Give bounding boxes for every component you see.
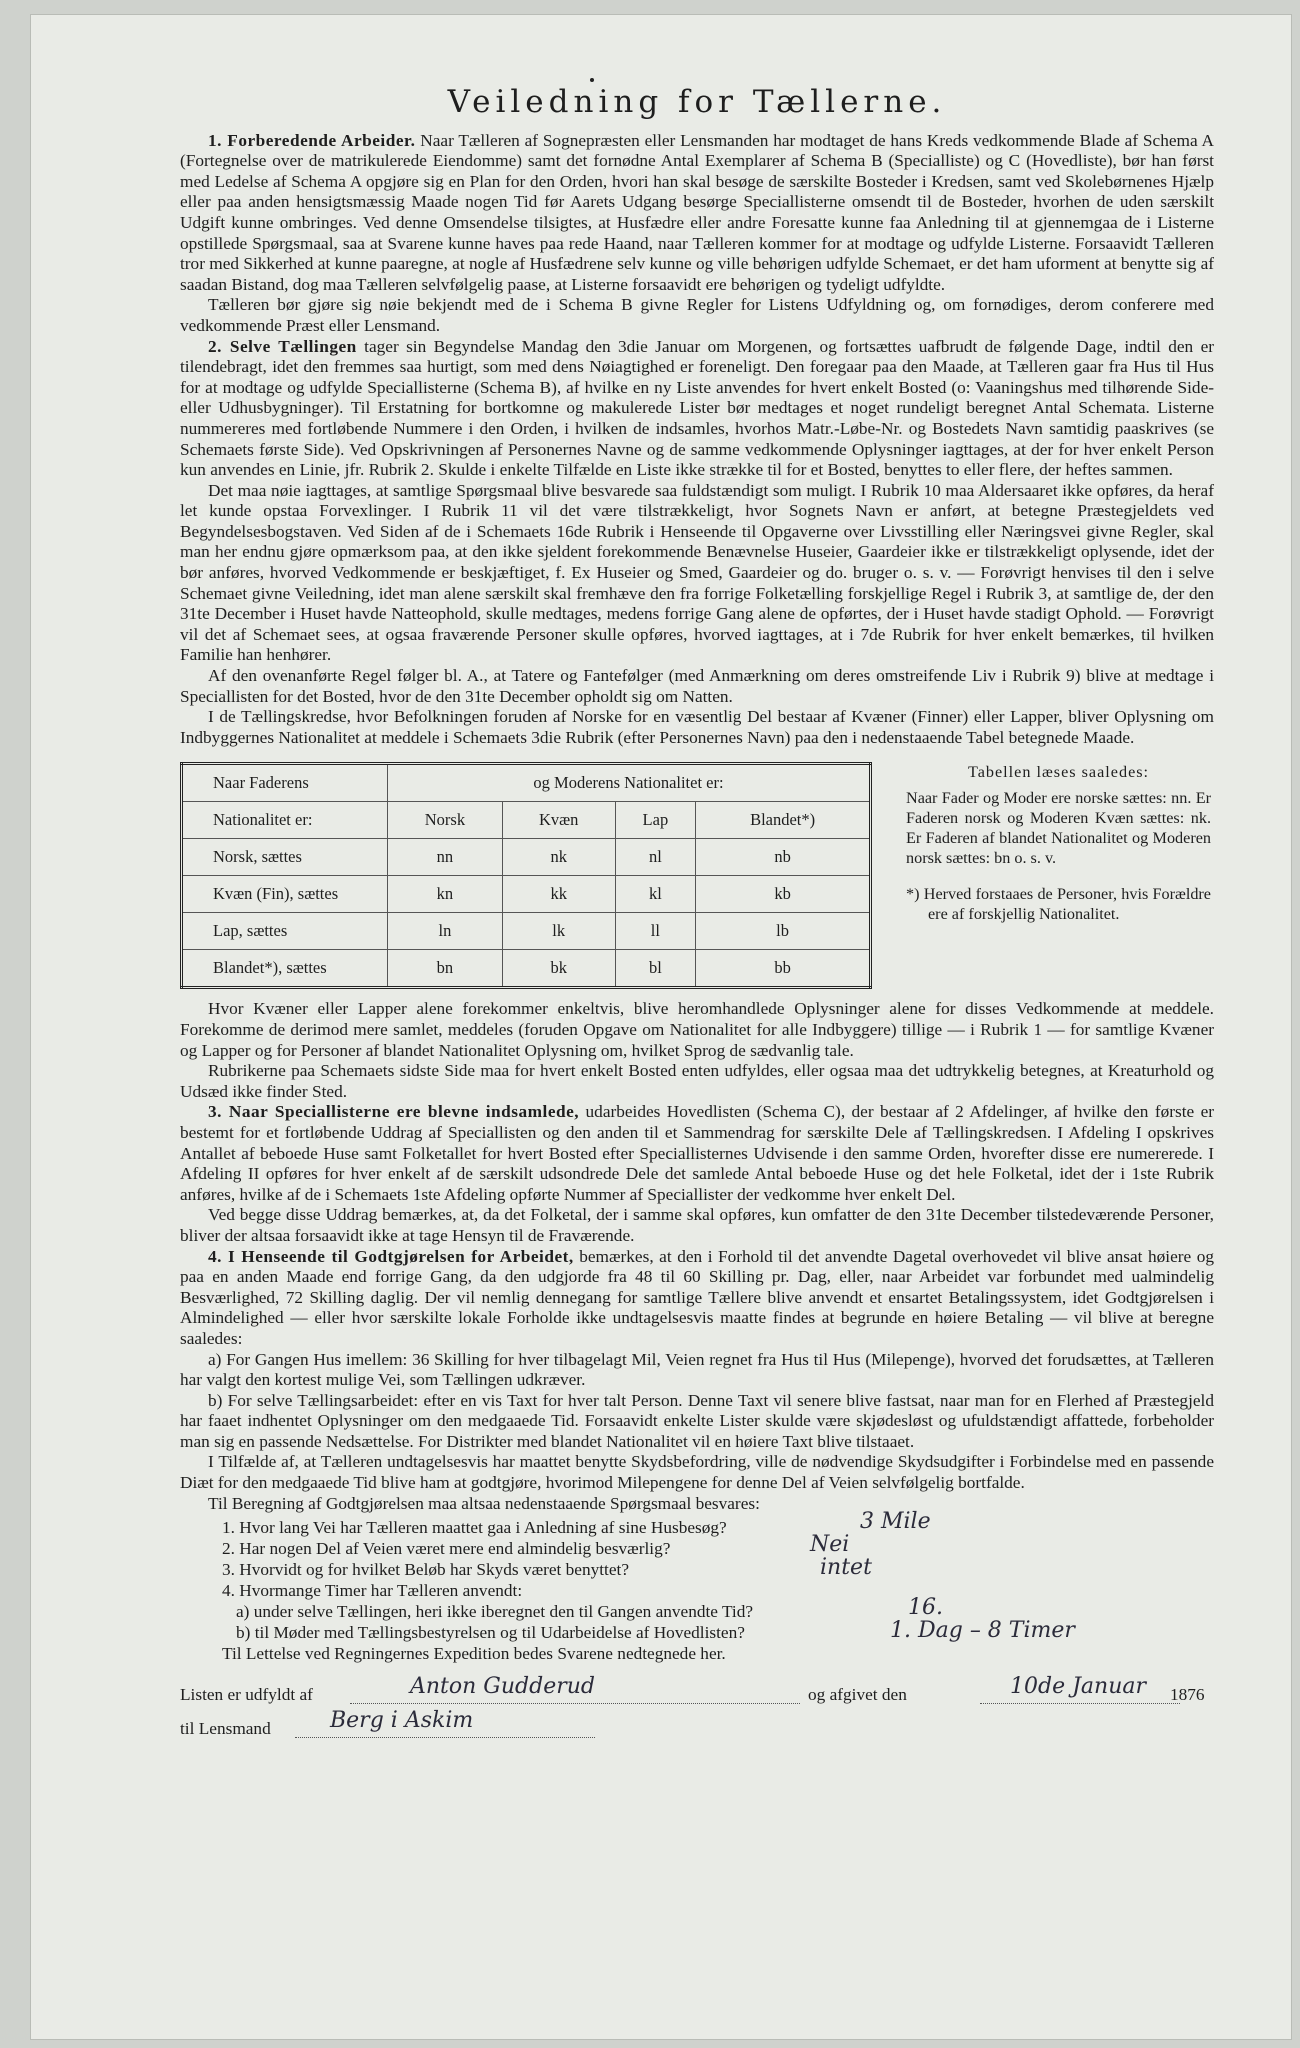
question: a) under selve Tællingen, heri ikke iberegnet den til Gangen anvendte Tid? 16. — [236, 1595, 943, 1622]
section-4 — [180, 1247, 1214, 1350]
table-cell: lb — [696, 913, 871, 950]
section-3 — [180, 1102, 1214, 1205]
column-header: Lap — [615, 802, 696, 839]
paragraph: Til Beregning af Godtgjørelsen maa altsaa nedenstaaende Spørgsmaal besvares: — [208, 1493, 760, 1513]
table-legend — [906, 762, 1211, 924]
handwritten-answer: 3 Mile — [860, 1509, 931, 1535]
section-1-heading: 1. Forberedende Arbeider. — [208, 130, 416, 150]
table-cell: nn — [388, 839, 503, 876]
table-row — [182, 950, 871, 988]
handwritten-answer: 16. — [908, 1595, 943, 1621]
dotted-line — [980, 1703, 1180, 1704]
paragraph: Af den ovenanførte Regel følger bl. A., at Tatere og Fantefølger (med Anmærkning om deres omstreifende Liv i Rubrik 9) blive at medtage i Speciallisten for det Bosted, hvor de den 31te December opholdt sig om Natten. — [180, 666, 1214, 706]
signature-line-2 — [180, 1708, 1214, 1747]
signature-label: Listen er udfyldt af — [180, 1685, 313, 1705]
table-cell: kb — [696, 876, 871, 913]
section-2 — [180, 337, 1214, 481]
paragraph: Rubrikerne paa Schemaets sidste Side maa for hvert enkelt Bosted enten udfyldes, eller ogsaa maa det udtrykkelig betegnes, at Kreaturhold og Udsæd ikke finder Sted. — [180, 1061, 1214, 1101]
table-header-mother: og Moderens Nationalitet er: — [388, 764, 871, 802]
ink-dot — [590, 78, 594, 82]
question-list — [180, 1509, 1214, 1665]
section-1-text: Naar Tælleren af Sognepræsten eller Lensmanden har modtaget de hans Kreds vedkommende Blade af Schema A (Fortegnelse over de matrikulerede Eiendomme) samt det fornødne Antal Exemplarer af Schema B (Specialliste) og C (Hovedliste), bør han først med Ledelse af Schema A opgjøre sig en Plan for den Orden, hvori han skal besøge de særskilte Bosteder i Kredsen, samt ved Skolebørnenes Hjælp eller paa anden hensigtsmæssig Maade nogen Tid før Aarets Udgang besørge Speciallisterne omsendt til de Bosteder, hvorhen de uden særskilt Udgift kunne ombringes. Ved denne Omsendelse tilsigtes, at Husfædre eller andre Foresatte kunne faa Anledning til at gjennemgaa de i Listerne opstillede Spørgsmaal, saa at Svarene kunne haves paa rede Haand, naar Tælleren kommer for at modtage og udfylde Listerne. Forsaavidt Tælleren tror med Sikkerhed at kunne paaregne, at nogle af Husfædrene selv kunne og ville behørigen udfylde Schemaet, er det ham uforment at benytte sig af saadan Bistand, dog maa Tælleren selvfølgelig paase, at Listerne forsaavidt ere behørigen og tydeligt udfyldte. — [180, 130, 1214, 294]
row-label: Kvæn (Fin), sættes — [182, 876, 388, 913]
section-3-text: udarbeides Hovedlisten (Schema C), der bestaar af 2 Afdelinger, af hvilke den første er bestemt for et fortløbende Uddrag af Speciallisten og den anden til et Sammendrag for særskilte Dele af Tællingskredsen. I Afdeling I opskrives Antallet af beboede Huse samt Folketallet for hvert Bosted efter Speciallisternes Udvisende i den samme Orden, hvorefter disse ere numererede. I Afdeling II opføres for hver enkelt af de særskilt udsondrede Dele det samlede Antal beboede Huse og det hele Folketal, idet der i 1ste Rubrik anføres, hvilke af de i Schemaets 1ste Afdeling opførte Nummer af Speciallister der vedkomme hver enkelt Del. — [180, 1102, 1214, 1204]
table-cell: nb — [696, 839, 871, 876]
signature-label: til Lensmand — [180, 1719, 271, 1739]
table-cell: bb — [696, 950, 871, 988]
list-item-b: b) For selve Tællingsarbeidet: efter en vis Taxt for hver talt Person. Denne Taxt vil senere blive fastsat, naar man for en Flerhed af Præstegjeld har faaet indhentet Oplysninger om den medgaaede Tid. Forsaavidt enkelte Lister skulde være skjødesløst og ufuldstændigt affattede, forbeholder man sig en passende Nedsættelse. For Distrikter med blandet Nationalitet vil en høiere Taxt blive tilstaaet. — [180, 1390, 1214, 1451]
column-header: Kvæn — [502, 802, 615, 839]
handwritten-answer: 1. Dag – 8 Timer — [890, 1618, 1075, 1644]
year: 1876 — [1170, 1685, 1205, 1705]
paragraph: I Tilfælde af, at Tælleren undtagelsesvis har maattet benytte Skydsbefordring, ville de nødvendige Skydsudgifter i Forbindelse med en passende Diæt for den medgaaede Tid blive ham at godtgjøre, hvorimod Milepengene for denne Del af Veien selvfølgelig bortfalde. — [180, 1452, 1214, 1493]
page-title: Veiledning for Tællerne. — [447, 84, 947, 120]
nationality-section — [180, 762, 1214, 989]
paragraph: Tælleren bør gjøre sig nøie bekjendt med de i Schema B givne Regler for Listens Udfyldning og, om fornødiges, derom conferere med vedkommende Præst eller Lensmand. — [180, 295, 1214, 335]
delivered-date: 10de Januar — [1010, 1674, 1146, 1700]
table-cell: ll — [615, 913, 696, 950]
table-cell: bl — [615, 950, 696, 988]
handwritten-answer: Nei — [810, 1532, 850, 1558]
handwritten-answer: intet — [820, 1555, 872, 1581]
dotted-line — [350, 1703, 800, 1704]
table-cell: bk — [502, 950, 615, 988]
paragraph: Hvor Kvæner eller Lapper alene forekommer enkeltvis, blive heromhandlede Oplysninger alene for disses Vedkommende at meddele. Forekomme de derimod mere samlet, meddeles (foruden Opgave om Nationalitet for alle Indbyggere) tillige — i Rubrik 1 — for samtlige Kvæner og Lapper og for Personer af blandet Nationalitet Oplysning om, hvilket Sprog de sædvanlig tale. — [180, 999, 1214, 1060]
row-label: Lap, sættes — [182, 913, 388, 950]
question: 4. Hvormange Timer har Tælleren anvendt: — [222, 1581, 523, 1601]
column-header: Blandet*) — [696, 802, 871, 839]
question: 1. Hvor lang Vei har Tælleren maattet gaa i Anledning af sine Husbesøg? 3 Mile — [222, 1509, 931, 1538]
legend-text: Naar Fader og Moder ere norske sættes: nn. Er Faderen norsk og Moderen Kvæn sættes: nk. Er Faderen af blandet Nationalitet og Moderen norsk sættes: bn o. s. v. — [906, 789, 1211, 868]
table-row — [182, 839, 871, 876]
filled-by-name: Anton Gudderud — [410, 1674, 596, 1700]
section-2-text: tager sin Begyndelse Mandag den 3die Januar om Morgenen, og fortsættes uafbrudt de følgende Dage, indtil den er tilendebragt, idet den fremmes saa hurtigt, som med dens Nøiagtighed er foreneligt. Den foregaar paa den Maade, at Tælleren gaar fra Hus til Hus for at modtage og udfylde Speciallisterne (Schema B), af hvilke en ny Liste anvendes for hvert enkelt Bosted (o: Vaaningshus med tilhørende Side- eller Udhusbygninger). Til Erstatning for bortkomne og makulerede Lister bør medtages et noget rundeligt beregnet Antal Schemata. Listerne nummereres med fortløbende Nummere i den Orden, i hvilken de indsamles, hvorhos Matr.-Løbe-Nr. og Bostedets Navn samtidig paaskrives (se Schemaets første Side). Ved Opskrivningen af Personernes Navne og de samme vedkommende Oplysninger iagttages, at der for hver enkelt Person kun anvendes en Linie, jfr. Rubrik 2. Skulde i enkelte Tilfælde en Liste ikke strække til for et Bosted, benyttes to eller flere, der heftes sammen. — [180, 336, 1214, 480]
table-row — [182, 913, 871, 950]
paragraph: Ved begge disse Uddrag bemærkes, at, da det Folketal, der i samme skal opføres, kun omfatter de den 31te December tilstedeværende Personer, bliver der altsaa forsaavidt ikke at tage Hensyn til de Fraværende. — [180, 1205, 1214, 1245]
question: Til Lettelse ved Regningernes Expedition bedes Svarene nedtegnede her. — [222, 1644, 726, 1664]
question: 3. Hvorvidt og for hvilket Beløb har Skyds været benyttet? intet — [222, 1555, 872, 1581]
paragraph: Det maa nøie iagttages, at samtlige Spørgsmaal blive besvarede saa fuldstændigt som muligt. I Rubrik 10 maa Aldersaaret ikke opføres, da heraf let kunde opstaa Forvexlinger. I Rubrik 11 vil det være tilstrækkeligt, hvor Sognets Navn er anført, at betegne Præstegjeldets ved Begyndelsesbogstaven. Ved Siden af de i Schemaets 16de Rubrik i Henseende til Opgaverne over Livsstilling eller Næringsvei givne Regler, skal man her endnu gjøre opmærksom paa, at den ikke sjeldent forekommende Benævnelse Huseier, Gaardeier ikke er tilstrækkeligt oplysende, idet der bør anføres, hvorved Vedkommende er beskjæftiget, f. Ex Huseier og Smed, Gaardeier og do. bruger o. s. v. — Forøvrigt henvises til den i selve Schemaet givne Veiledning, idet man alene særskilt skal fremhæve den fra forrige Folketælling forskjellige Regel i Rubrik 3, at samtlige de, der den 31te December i Huset havde Natteophold, skulle medtages, medens forrige Gang alene de opførtes, der i Huset havde stadigt Ophold. — Forøvrigt vil det af Schemaet sees, at ogsaa fraværende Personer skulle opføres, hvorved iagttages, at i 7de Rubrik for hver enkelt bemærkes, til hvilken Familie han henhører. — [180, 480, 1214, 665]
table-cell: ln — [388, 913, 503, 950]
table-cell: bn — [388, 950, 503, 988]
lensmand-name: Berg i Askim — [330, 1708, 474, 1734]
document-page — [30, 14, 1292, 2040]
legend-title: Tabellen læses saaledes: — [967, 763, 1150, 782]
table-cell: lk — [502, 913, 615, 950]
table-header-father-2: Nationalitet er: — [182, 802, 388, 839]
section-2-heading: 2. Selve Tællingen — [208, 336, 357, 356]
column-header: Norsk — [388, 802, 503, 839]
table-cell: kk — [502, 876, 615, 913]
table-row — [182, 876, 871, 913]
table-cell: kl — [615, 876, 696, 913]
footnote: *) Herved forstaaes de Personer, hvis Forældre ere af forskjellig Nationalitet. — [906, 885, 1211, 924]
dotted-line — [295, 1737, 595, 1738]
row-label: Norsk, sættes — [182, 839, 388, 876]
table-header-father: Naar Faderens — [182, 764, 388, 802]
table-cell: nl — [615, 839, 696, 876]
section-3-heading: 3. Naar Speciallisterne ere blevne indsamlede, — [208, 1102, 580, 1122]
signature-label: og afgivet den — [808, 1685, 907, 1705]
nationality-table — [180, 762, 872, 989]
question: b) til Møder med Tællingsbestyrelsen og til Udarbeidelse af Hovedlisten? 1. Dag – 8 Timer — [236, 1618, 1075, 1644]
table-cell: kn — [388, 876, 503, 913]
section-4-text: bemærkes, at den i Forhold til det anvendte Dagetal overhovedet vil blive ansat høiere og paa en anden Maade end forrige Gang, da den udgjorde fra 48 til 60 Skilling pr. Dag, eller, naar Arbeidet var forbundet med ualmindelig Besværlighed, 72 Skilling daglig. Der vil nemlig dennegang for samtlige Tællere blive anvendt et ensartet Betalingssystem, idet Godtgjørelsen i Almindelighed — eller hvor særskilte lokale Forholde ikke undtagelsesvis maatte findes at begrunde en høiere Betaling — vil blive at beregne saaledes: — [180, 1246, 1214, 1348]
row-label: Blandet*), sættes — [182, 950, 388, 988]
list-item-a: a) For Gangen Hus imellem: 36 Skilling for hver tilbagelagt Mil, Veien regnet fra Hus til Hus (Milepenge), hvorved det forudsættes, at Tælleren har valgt den kortest mulige Vei, som Tællingen udkræver. — [180, 1349, 1214, 1390]
table-cell: nk — [502, 839, 615, 876]
question: 2. Har nogen Del af Veien været mere end almindelig besværlig? Nei — [222, 1532, 850, 1559]
paragraph: I de Tællingskredse, hvor Befolkningen foruden af Norske for en væsentlig Del bestaar af Kvæner (Finner) eller Lapper, bliver Oplysning om Indbyggernes Nationalitet at meddele i Schemaets 3die Rubrik (efter Personernes Navn) paa den i nedenstaaende Tabel betegnede Maade. — [180, 707, 1214, 747]
section-1 — [180, 131, 1214, 296]
signature-line-1 — [180, 1675, 1214, 1711]
document-body — [180, 84, 1214, 1747]
section-4-heading: 4. I Henseende til Godtgjørelsen for Arbeidet, — [208, 1246, 574, 1266]
